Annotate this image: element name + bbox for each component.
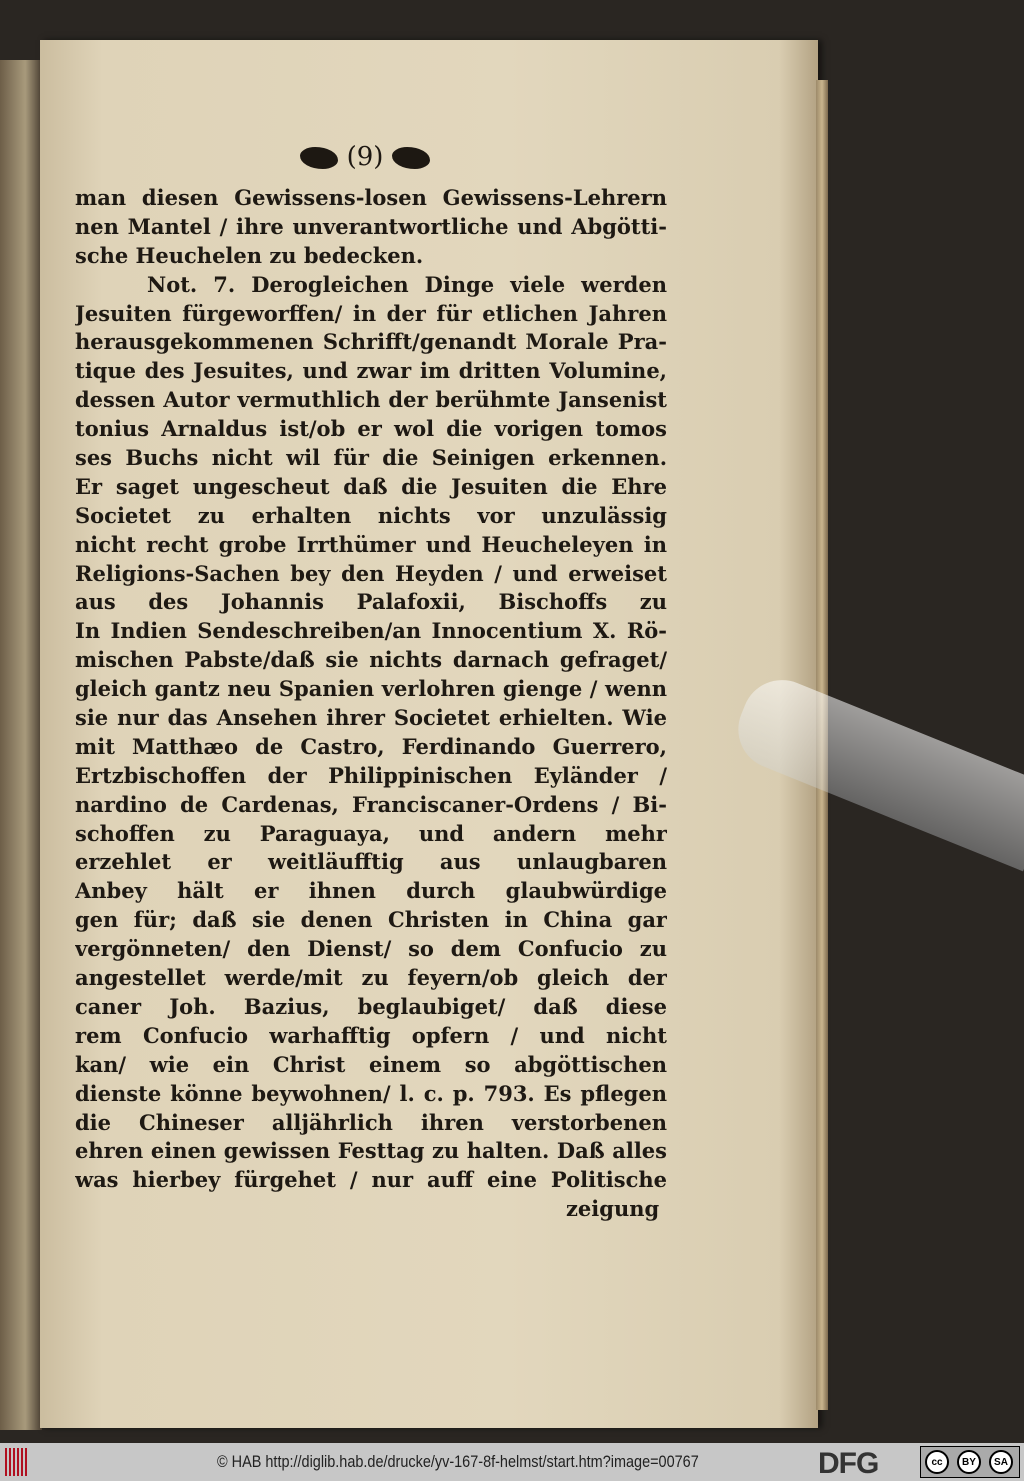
cc-icon: cc — [925, 1450, 949, 1474]
text-line: man diesen Gewissens-losen Gewissens-Lehrern — [75, 185, 667, 210]
text-line: erzehlet er weitläufftig aus unlaugbaren — [75, 849, 667, 875]
text-line: Anbey hält er ihnen durch glaubwürdige — [75, 878, 667, 904]
text-line: was hierbey fürgehet / nur auff eine Politische — [75, 1167, 667, 1193]
text-line: ehren einen gewissen Festtag zu halten. Daß alles — [75, 1138, 667, 1164]
text-line: schoffen zu Paraguaya, und andern mehr — [75, 820, 667, 846]
body-text — [75, 184, 667, 1195]
text-line: sie nur das Ansehen ihrer Societet erhielten. Wie — [75, 705, 667, 731]
ornament-left-icon — [300, 147, 338, 169]
text-line: gleich gantz neu Spanien verlohren gienge / wenn — [75, 676, 667, 702]
copyright-link[interactable]: © HAB http://diglib.hab.de/drucke/yv-167-8f-helmst/start.htm?image=00767 — [217, 1452, 699, 1471]
text-line: Religions-Sachen bey den Heyden / und erweiset — [75, 560, 667, 586]
text-line: dessen Autor vermuthlich der berühmte Jansenist — [75, 387, 667, 413]
by-icon: BY — [957, 1450, 981, 1474]
page-header — [290, 142, 440, 172]
text-line: tonius Arnaldus ist/ob er wol die vorigen tomos — [75, 416, 667, 442]
sa-icon: SA — [989, 1450, 1013, 1474]
text-line: Ertzbischoffen der Philippinischen Eyländer / — [75, 762, 667, 788]
text-line: Er saget ungescheut daß die Jesuiten die Ehre — [75, 473, 667, 499]
text-line: die Chineser alljährlich ihren verstorbenen — [75, 1109, 667, 1135]
page-number: (9) — [346, 142, 384, 172]
text-line: In Indien Sendeschreiben/an Innocentium X. Rö- — [75, 618, 667, 644]
text-line: Not. 7. Derogleichen Dinge viele werden — [147, 271, 667, 297]
text-line: mischen Pabste/daß sie nichts darnach gefraget/ — [75, 647, 667, 673]
text-line: Societet zu erhalten nichts vor unzulässig — [75, 502, 667, 528]
facing-page-edge — [0, 60, 42, 1430]
text-line: tique des Jesuites, und zwar im dritten Volumine, — [75, 358, 667, 384]
text-line: rem Confucio warhafftig opfern / und nicht — [75, 1022, 667, 1048]
text-line: vergönneten/ den Dienst/ so dem Confucio zu — [75, 936, 667, 962]
text-line: nen Mantel / ihre unverantwortliche und Abgötti- — [75, 213, 667, 239]
catchword: zeigung — [566, 1196, 660, 1221]
text-line: sche Heuchelen zu bedecken. — [75, 242, 424, 268]
text-line: nardino de Cardenas, Franciscaner-Ordens / Bi- — [75, 791, 667, 817]
text-line: ses Buchs nicht wil für die Seinigen erkennen. — [75, 445, 667, 471]
text-line: aus des Johannis Palafoxii, Bischoffs zu — [75, 589, 667, 615]
text-line: kan/ wie ein Christ einem so abgöttischen — [75, 1051, 667, 1077]
cc-license-badge[interactable] — [920, 1446, 1020, 1478]
text-line: mit Matthæo de Castro, Ferdinando Guerrero, — [75, 733, 667, 759]
text-line: gen für; daß sie denen Christen in China gar — [75, 907, 667, 933]
dfg-logo: DFG — [818, 1447, 879, 1480]
text-line: nicht recht grobe Irrthümer und Heucheleyen in — [75, 531, 667, 557]
text-line: Jesuiten fürgeworffen/ in der für etlichen Jahren — [75, 300, 667, 326]
text-line: caner Joh. Bazius, beglaubiget/ daß diese — [75, 993, 667, 1019]
text-line: angestellet werde/mit zu feyern/ob gleich der — [75, 965, 667, 991]
ornament-right-icon — [392, 147, 430, 169]
hab-logo-icon — [5, 1448, 27, 1476]
text-line: herausgekommenen Schrifft/genandt Morale Pra- — [75, 329, 667, 355]
text-line: dienste könne beywohnen/ l. c. p. 793. Es pflegen — [75, 1080, 667, 1106]
